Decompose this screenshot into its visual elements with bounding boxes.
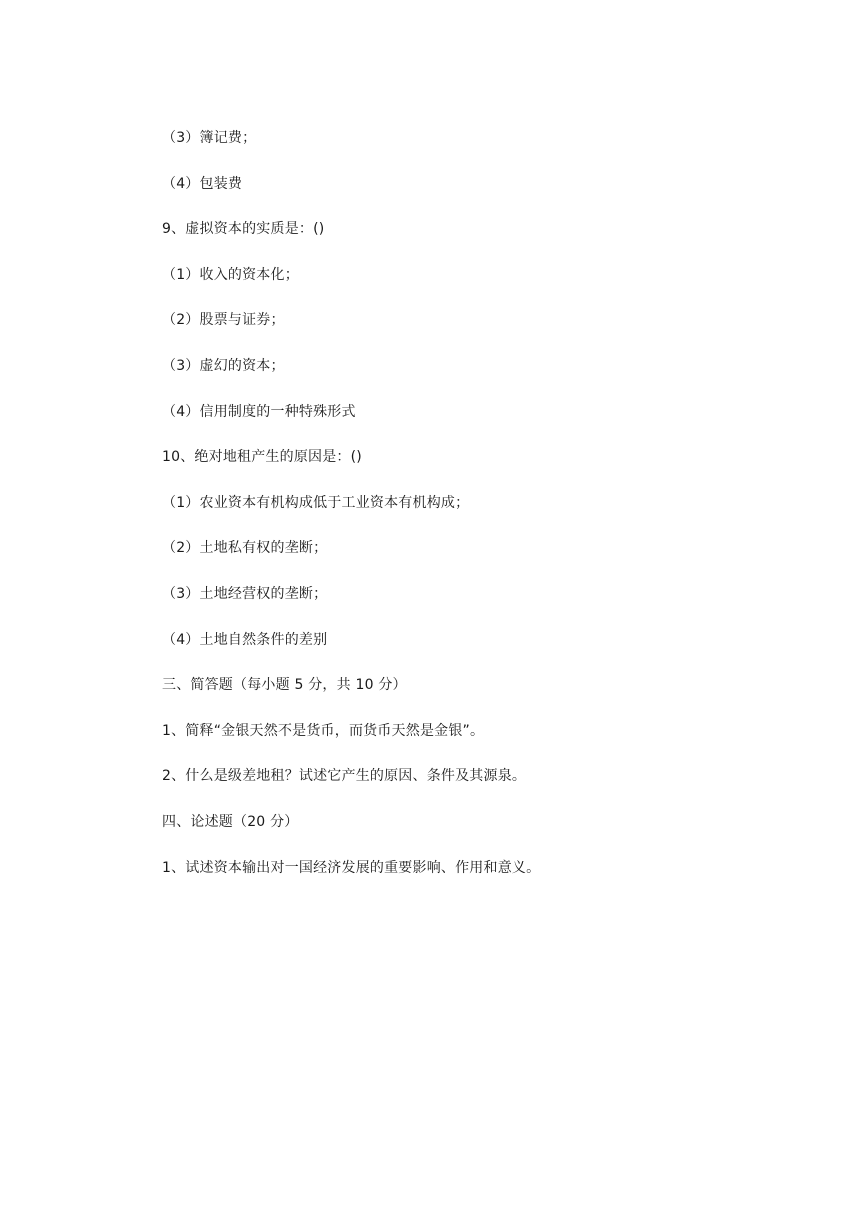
section-heading: 三、简答题（每小题 5 分，共 10 分）: [162, 677, 407, 694]
option-line: （2）土地私有权的垄断；: [162, 540, 328, 557]
question-line: 1、试述资本输出对一国经济发展的重要影响、作用和意义。: [162, 859, 541, 876]
question-line: 10、绝对地租产生的原因是：(): [162, 449, 362, 466]
document-body: [162, 127, 802, 902]
question-line: 1、简释“金银天然不是货币，而货币天然是金银”。: [162, 722, 485, 739]
option-line: （1）收入的资本化；: [162, 266, 299, 283]
option-line: （4）信用制度的一种特殊形式: [162, 403, 356, 420]
option-line: （2）股票与证券；: [162, 312, 285, 329]
option-line: （3）簿记费；: [162, 130, 257, 146]
option-line: （4）土地自然条件的差别: [162, 631, 328, 648]
option-line: （3）虚幻的资本；: [162, 357, 285, 374]
question-line: 9、虚拟资本的实质是：(): [162, 221, 325, 238]
option-line: （1）农业资本有机构成低于工业资本有机构成；: [162, 494, 470, 511]
option-line: （3）土地经营权的垄断；: [162, 585, 328, 602]
section-heading: 四、论述题（20 分）: [162, 813, 299, 830]
option-line: （4）包装费: [162, 175, 243, 192]
question-line: 2、什么是级差地租？试述它产生的原因、条件及其源泉。: [162, 768, 527, 785]
